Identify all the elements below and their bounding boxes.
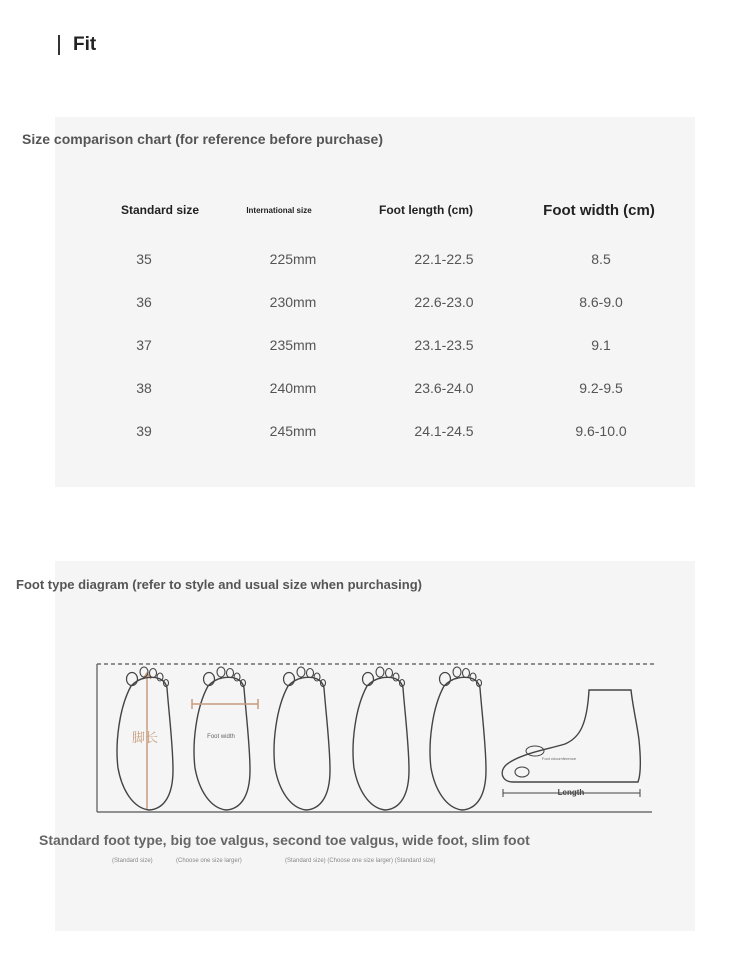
header-foot-length: Foot length (cm) [379, 203, 473, 217]
cell-international-size: 240mm [269, 380, 317, 396]
cell-standard-size: 39 [136, 423, 152, 439]
foot-length-label: 脚长 [131, 731, 159, 746]
cell-foot-width: 9.2-9.5 [579, 380, 623, 396]
cell-standard-size: 38 [136, 380, 152, 396]
footprint-wide-foot [353, 667, 409, 810]
foot-width-label: Foot width [207, 734, 235, 740]
foot-type-diagram [95, 660, 660, 815]
cell-foot-width: 9.6-10.0 [575, 423, 627, 439]
cell-foot-length: 24.1-24.5 [414, 423, 474, 439]
foot-circumference-label: Foot circumference [541, 756, 577, 761]
cell-standard-size: 37 [136, 337, 152, 353]
section-header [58, 34, 96, 56]
header-foot-width: Foot width (cm) [543, 202, 655, 219]
cell-foot-width: 8.6-9.0 [579, 294, 623, 310]
cell-foot-length: 23.6-24.0 [414, 380, 474, 396]
cell-foot-length: 23.1-23.5 [414, 337, 474, 353]
cell-standard-size: 35 [136, 251, 152, 267]
cell-international-size: 230mm [269, 294, 317, 310]
foot-type-sublabel: (Standard size) (Choose one size larger) (Standard size) [285, 858, 436, 864]
cell-foot-width: 8.5 [591, 251, 611, 267]
side-length-label: Length [557, 788, 585, 797]
footprint-slim-foot [430, 667, 486, 810]
page-title: Fit [73, 34, 97, 55]
cell-foot-length: 22.1-22.5 [414, 251, 474, 267]
foot-type-sublabel: (Choose one size larger) [176, 858, 242, 864]
foot-type-sublabel: (Standard size) [112, 858, 153, 864]
footprint-second-toe-valgus [274, 667, 330, 810]
header-international-size: International size [246, 206, 312, 215]
cell-foot-length: 22.6-23.0 [414, 294, 474, 310]
cell-international-size: 235mm [269, 337, 317, 353]
cell-international-size: 245mm [269, 423, 317, 439]
header-accent-bar [58, 35, 60, 55]
side-foot-illustration [502, 690, 640, 797]
header-standard-size: Standard size [120, 203, 200, 217]
cell-international-size: 225mm [269, 251, 317, 267]
foot-types-caption: Standard foot type, big toe valgus, second toe valgus, wide foot, slim foot [39, 832, 530, 848]
cell-foot-width: 9.1 [591, 337, 611, 353]
foot-type-title: Foot type diagram (refer to style and usual size when purchasing) [16, 577, 422, 592]
size-chart-title: Size comparison chart (for reference before purchase) [22, 131, 383, 147]
cell-standard-size: 36 [136, 294, 152, 310]
